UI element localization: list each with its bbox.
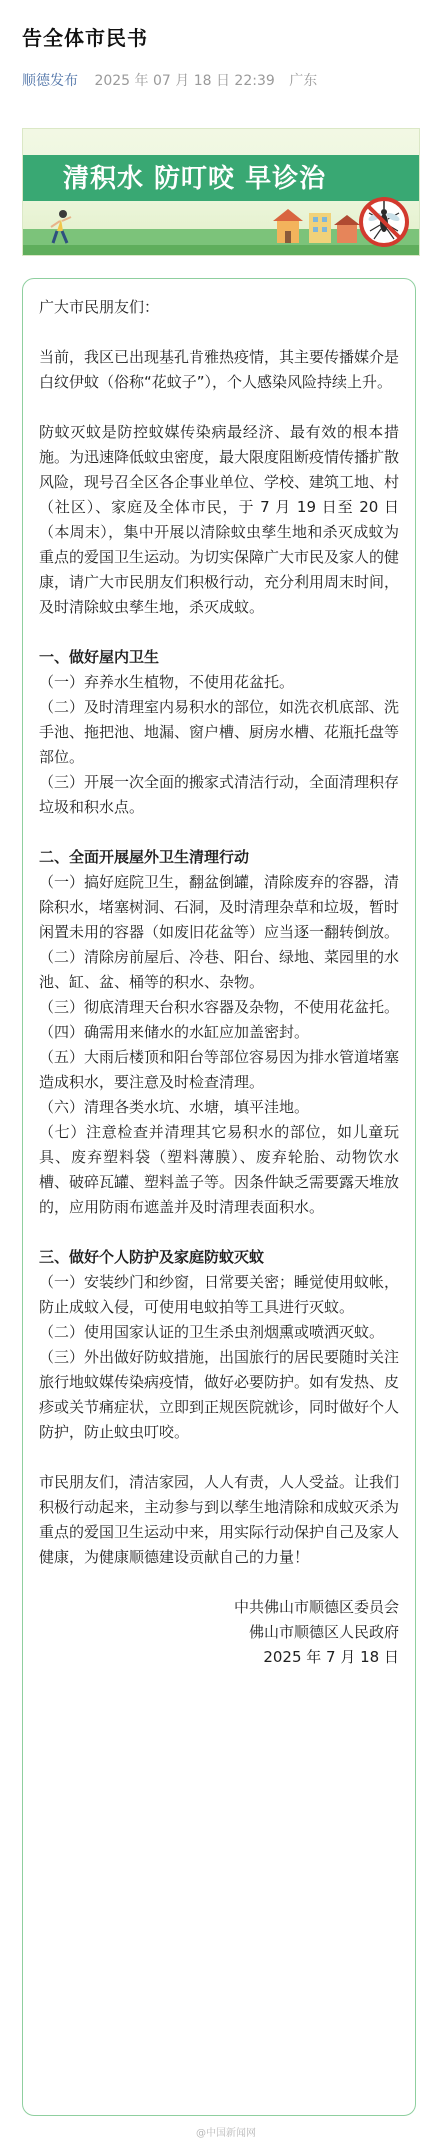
article-meta xyxy=(22,70,317,90)
no-mosquito-icon xyxy=(357,195,411,249)
publish-datetime: 2025 年 07 月 18 日 22:39 xyxy=(94,73,275,89)
region-label: 广东 xyxy=(289,73,318,89)
source-link[interactable]: 顺德发布 xyxy=(22,73,78,89)
notice-body xyxy=(22,278,416,2116)
page-title: 告全体市民书 xyxy=(22,26,148,50)
closing-paragraph: 市民朋友们，清洁家园，人人有责，人人受益。让我们积极行动起来，主动参与到以孳生地清除和成蚊灭杀为重点的爱国卫生运动中来，用实际行动保护自己及家人健康，为健康顺德建设贡献自己的力量！ xyxy=(39,1473,400,1566)
signature-date: 2025 年 7 月 18 日 xyxy=(263,1648,399,1666)
list-item: （二）使用国家认证的卫生杀虫剂烟熏或喷洒灭蚊。 xyxy=(39,1323,385,1341)
list-item: （三）开展一次全面的搬家式清洁行动，全面清理积存垃圾和积水点。 xyxy=(39,773,400,816)
houses-icon xyxy=(273,205,363,245)
watermark: @中国新闻网 xyxy=(196,2128,256,2139)
list-item: （六）清理各类水坑、水塘，填平洼地。 xyxy=(39,1098,310,1116)
signature-block xyxy=(39,1595,399,1670)
list-item: （三）外出做好防蚊措施，出国旅行的居民要随时关注旅行地蚊媒传染病疫情，做好必要防护。如有发热、皮疹或关节痛症状，立即到正规医院就诊，同时做好个人防护，防止蚊虫叮咬。 xyxy=(39,1348,400,1441)
list-item: （七）注意检查并清理其它易积水的部位，如儿童玩具、废弃塑料袋（塑料薄膜）、废弃轮胎、动物饮水槽、破碎瓦罐、塑料盖子等。因条件缺乏需要露天堆放的，应用防雨布遮盖并及时清理表面积水。 xyxy=(39,1123,400,1216)
signature-org-2: 佛山市顺德区人民政府 xyxy=(248,1623,399,1641)
list-item: （一）弃养水生植物，不使用花盆托。 xyxy=(39,673,295,691)
runner-figure-icon xyxy=(41,207,81,247)
list-item: （二）及时清理室内易积水的部位，如洗衣机底部、洗手池、拖把池、地漏、窗户槽、厨房水槽、花瓶托盘等部位。 xyxy=(39,698,400,766)
campaign-banner xyxy=(22,128,420,256)
list-item: （一）安装纱门和纱窗，日常要关密；睡觉使用蚊帐，防止成蚊入侵，可使用电蚊拍等工具进行灭蚊。 xyxy=(39,1273,400,1316)
list-item: （五）大雨后楼顶和阳台等部位容易因为排水管道堵塞造成积水，要注意及时检查清理。 xyxy=(39,1048,400,1091)
signature-org-1: 中共佛山市顺德区委员会 xyxy=(233,1598,399,1616)
section-outdoor xyxy=(39,845,399,1220)
section-personal-protection xyxy=(39,1245,399,1445)
list-item: （一）搞好庭院卫生，翻盆倒罐，清除废弃的容器，清除积水，堵塞树洞、石洞，及时清理杂草和垃圾，暂时闲置未用的容器（如废旧花盆等）应当逐一翻转倒放。 xyxy=(39,873,400,941)
list-item: （四）确需用来储水的水缸应加盖密封。 xyxy=(39,1023,310,1041)
greeting: 广大市民朋友们： xyxy=(39,298,160,316)
section-indoor xyxy=(39,645,399,820)
list-item: （二）清除房前屋后、冷巷、阳台、绿地、菜园里的水池、缸、盆、桶等的积水、杂物。 xyxy=(39,948,400,991)
section-heading: 二、全面开展屋外卫生清理行动 xyxy=(39,848,250,866)
banner-slogan: 清积水 防叮咬 早诊治 xyxy=(63,164,327,194)
section-heading: 一、做好屋内卫生 xyxy=(39,648,160,666)
intro-paragraph-2: 防蚊灭蚊是防控蚊媒传染病最经济、最有效的根本措施。为迅速降低蚊虫密度，最大限度阻断疫情传播扩散风险，现号召全区各企事业单位、学校、建筑工地、村（社区）、家庭及全体市民，于 7 月 19 日至 20 日（本周末），集中开展以清除蚊虫孳生地和杀灭成蚊为重点的爱国卫生运动。为切实保障广大市民及家人的健康，请广大市民朋友们积极行动，充分利用周末时间，及时清除蚊虫孳生地，杀灭成蚊。 xyxy=(39,423,400,616)
list-item: （三）彻底清理天台积水容器及杂物，不使用花盆托。 xyxy=(39,998,400,1016)
section-heading: 三、做好个人防护及家庭防蚊灭蚊 xyxy=(39,1248,265,1266)
intro-paragraph-1: 当前，我区已出现基孔肯雅热疫情，其主要传播媒介是白纹伊蚊（俗称“花蚊子”），个人感染风险持续上升。 xyxy=(39,348,400,391)
